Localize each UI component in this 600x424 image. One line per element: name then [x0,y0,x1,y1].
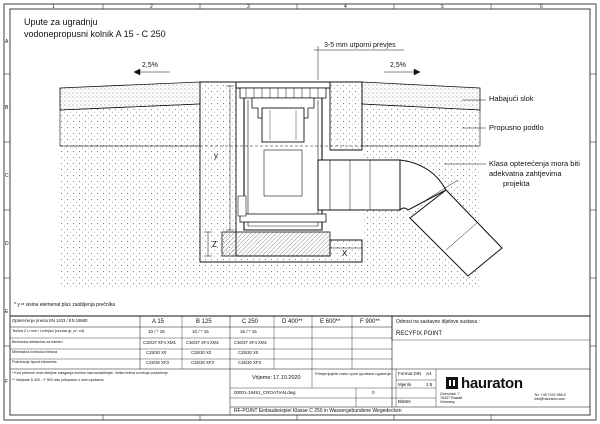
row-marker-c: C [5,173,9,179]
col-marker-2: 2 [150,4,153,10]
base-layer-left [60,104,200,146]
titleblock-note: Primjenjujete nabo opće uputstva ugradnje. [315,371,392,376]
scale-value: 1:5 [426,382,433,387]
address-line-1: Zwerchstr. 7 [440,392,460,396]
row-1-c250: 15 / * 15 [240,329,257,334]
format-label: Format DIN [398,371,422,376]
scale-label: Mjerilo [398,382,412,387]
order-label: Odnosi na sastavne dijelove sustava : [396,319,480,325]
col-marker-4: 4 [344,4,347,10]
table-col-c250: C 250 [242,319,259,325]
sheet-label: Blätter [398,399,412,404]
row-marker-f: F [5,379,9,385]
row-4-label: Pokrivanje ispod elementa [12,360,57,364]
title-line-1: Upute za ugradnju [24,17,98,27]
title-line-2: vodonepropusni kolnik A 15 - C 250 [24,29,166,39]
table-col-e600: E 600** [320,319,341,325]
row-3-b125: C25/30 X0 [191,350,212,355]
row-2-b125: C30/37 XF4 XM1 [186,340,219,345]
col-marker-6: 6 [540,4,543,10]
dim-z-label: Z [212,240,217,249]
callout-wear-layer: Habajući slok [489,94,534,103]
row-marker-b: B [5,105,9,111]
row-marker-e: E [5,309,9,315]
row-2-a15: C30/37 XF4 XM1 [143,340,176,345]
concrete-right-wall [330,82,362,150]
row-1-label: Težina Z u mm / Ležnjaci (unutar gr. pr. cd) [12,329,84,333]
table-col-b125: B 125 [196,319,212,325]
row-4-b125: C25/30 XF3 [191,360,214,365]
product-name: RECYFIX POINT [396,331,443,337]
date-value: 17.10.2020 [273,375,301,381]
drawing-description: RF-POINT Einbaubeispiel Klasse C 250 in Wassergebundene Wegedecken [234,408,402,414]
dim-y-label: y [214,151,218,160]
callout-base-layer: Propusno podtlo [489,123,544,132]
slope-right-label: 2,5% [390,62,406,69]
contact-phone: Tel. +49 7222 958-0 [534,393,566,397]
contact-email: info@hauraton.com [534,397,566,401]
subsoil-left [60,146,200,288]
row-4-a15: C25/30 XF3 [146,360,169,365]
base-layer-right [362,104,480,146]
dirt-bucket [262,108,304,142]
row-3-a15: C25/30 X0 [146,350,167,355]
table-note-2: ** Varijante D 400 - F 900 nisu prikazane u ovim uputama. [12,378,105,382]
callout-load-class-2: adekvatna zahtjevima [489,169,562,178]
gap-label: 3-5 mm utporni prevjes [324,42,396,49]
col-marker-3: 3 [247,4,250,10]
bottom-slab [222,232,330,256]
table-header-label: Opterećenje prema EN 1433 / EN 19580 [12,318,88,323]
company-name: hauraton [461,375,523,392]
row-4-c250: C25/30 XF3 [238,360,261,365]
spec-table [10,316,590,415]
callout-load-class-1: Klasa opterećenja mora biti [489,159,580,168]
point-drain [236,82,330,230]
row-1-a15: 10 / * 15 [148,329,165,334]
row-2-c250: C30/37 XF4 XM1 [234,340,267,345]
row-3-label: Minimalna čvrstoća betona [12,350,58,354]
dim-x-label: X [342,249,348,258]
col-marker-5: 5 [441,4,444,10]
row-marker-d: D [5,241,9,247]
callout-load-class-3: projekta [503,179,530,188]
revision: 0 [372,390,375,395]
col-marker-1: 1 [52,4,55,10]
address-line-3: Germany [440,400,455,404]
table-col-d400: D 400** [282,319,303,325]
table-col-a15: A 15 [152,319,165,325]
drawing-number: 00001-19491_CROATIAN.dwg [234,390,296,395]
date-label: Vrijeme: [252,375,272,381]
row-marker-a: A [5,39,9,45]
table-col-f900: F 900** [360,319,381,325]
row-3-c250: C25/30 X0 [238,350,259,355]
row-1-b125: 10 / * 15 [192,329,209,334]
address-line-2: 76437 Rastatt [440,396,463,400]
row-2-label: Betonska mešavina za kamen [12,340,63,344]
hauraton-logo-icon [446,377,458,389]
slope-left-label: 2,5% [142,62,158,69]
footnote: * y = visina elemenat plus zaobljenja prečnika [14,302,116,308]
table-note-1: * Kod primene veće debljine zalaganja molimo nas kontaktirajte. Velika težina uzrokuje povlačenje. [12,371,169,375]
format-value: A4 [426,371,432,376]
